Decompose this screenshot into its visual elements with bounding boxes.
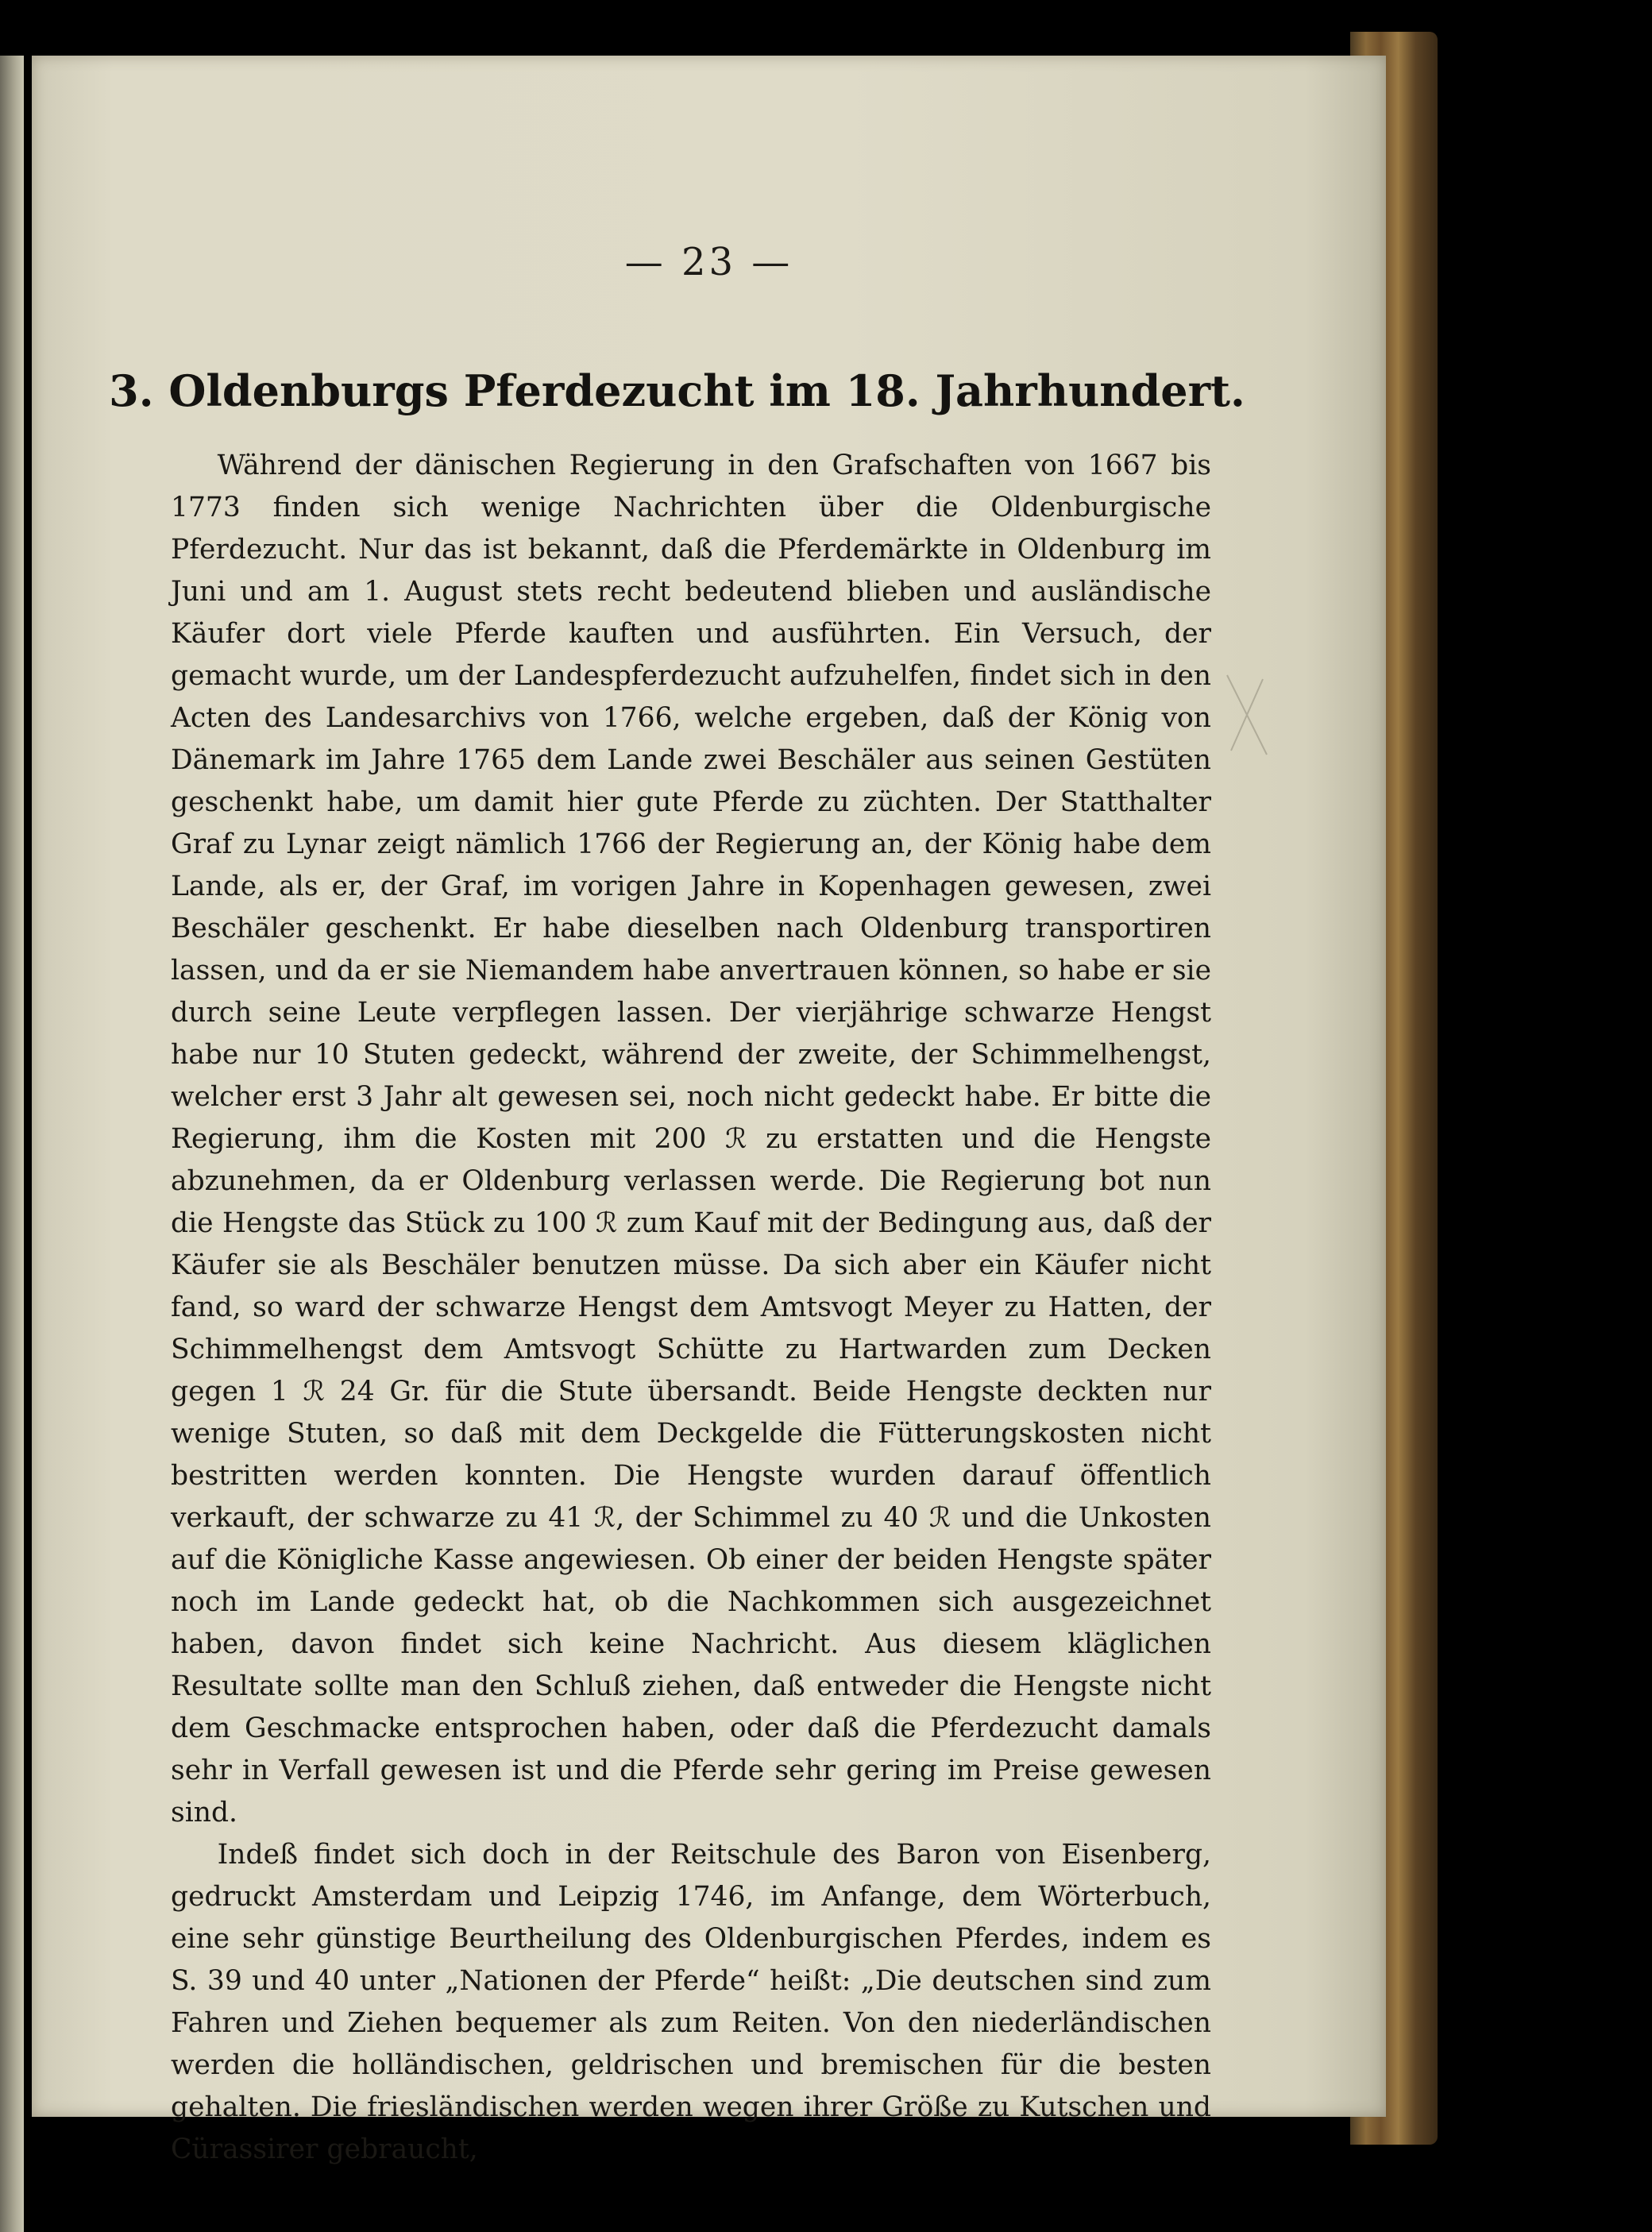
chapter-heading: 3. Oldenburgs Pferdezucht im 18. Jahrhundert. xyxy=(109,365,1245,416)
book-page xyxy=(32,56,1386,2165)
paragraph: Während der dänischen Regierung in den Grafschaften von 1667 bis 1773 finden sich wenige Nachrichten über die Oldenburgische Pferdezucht. Nur das ist bekannt, daß die Pferdemärkte in Oldenburg im Juni und am 1. August stets recht bedeutend blieben und ausländische Käufer dort viele Pferde kauften und ausführten. Ein Versuch, der gemacht wurde, um der Landespferdezucht aufzuhelfen, findet sich in den Acten des Landesarchivs von 1766, welche ergeben, daß der König von Dänemark im Jahre 1765 dem Lande zwei Beschäler aus seinen Gestüten geschenkt habe, um damit hier gute Pferde zu züchten. Der Statthalter Graf zu Lynar zeigt nämlich 1766 der Regierung an, der König habe dem Lande, als er, der Graf, im vorigen Jahre in Kopenhagen gewesen, zwei Beschäler geschenkt. Er habe dieselben nach Oldenburg transportiren lassen, und da er sie Niemandem habe anvertrauen können, so habe er sie durch seine Leute verpflegen lassen. Der vierjährige schwarze Hengst habe nur 10 Stuten gedeckt, während der zweite, der Schimmelhengst, welcher erst 3 Jahr alt gewesen sei, noch nicht gedeckt habe. Er bitte die Regierung, ihm die Kosten mit 200 ℛ zu erstatten und die Hengste abzunehmen, da er Oldenburg verlassen werde. Die Regierung bot nun die Hengste das Stück zu 100 ℛ zum Kauf mit der Bedingung aus, daß der Käufer sie als Beschäler benutzen müsse. Da sich aber ein Käufer nicht fand, so ward der schwarze Hengst dem Amtsvogt Meyer zu Hatten, der Schimmelhengst dem Amtsvogt Schütte zu Hartwarden zum Decken gegen 1 ℛ 24 Gr. für die Stute übersandt. Beide Hengste deckten nur wenige Stuten, so daß mit dem Deckgelde die Fütterungskosten nicht bestritten werden konnten. Die Hengste wurden darauf öffentlich verkauft, der schwarze zu 41 ℛ, der Schimmel zu 40 ℛ und die Unkosten auf die Königliche Kasse angewiesen. Ob einer der beiden Hengste später noch im Lande gedeckt hat, ob die Nachkommen sich ausgezeichnet haben, davon findet sich keine Nachricht. Aus diesem kläglichen Resultate sollte man den Schluß ziehen, daß entweder die Hengste nicht dem Geschmacke entsprochen haben, oder daß die Pferdezucht damals sehr in Verfall gewesen ist und die Pferde sehr gering im Preise gewesen sind. xyxy=(171,450,1211,1828)
page-number: — 23 — xyxy=(624,240,793,284)
pencil-mark-icon xyxy=(1223,671,1271,759)
paragraph: Indeß findet sich doch in der Reitschule des Baron von Eisenberg, gedruckt Amsterdam und Leipzig 1746, im Anfange, dem Wörterbuch, eine sehr günstige Beurtheilung des Oldenburgischen Pferdes, indem es S. 39 und 40 unter „Nationen der Pferde“ heißt: „Die deutschen sind zum Fahren und Ziehen bequemer als zum Reiten. Von den niederländischen werden die holländischen, geldrischen und bremischen für die besten gehalten. Die friesländischen werden wegen ihrer Größe zu Kutschen und Cürassirer gebraucht, xyxy=(171,1839,1211,2165)
body-text xyxy=(171,445,1211,2171)
